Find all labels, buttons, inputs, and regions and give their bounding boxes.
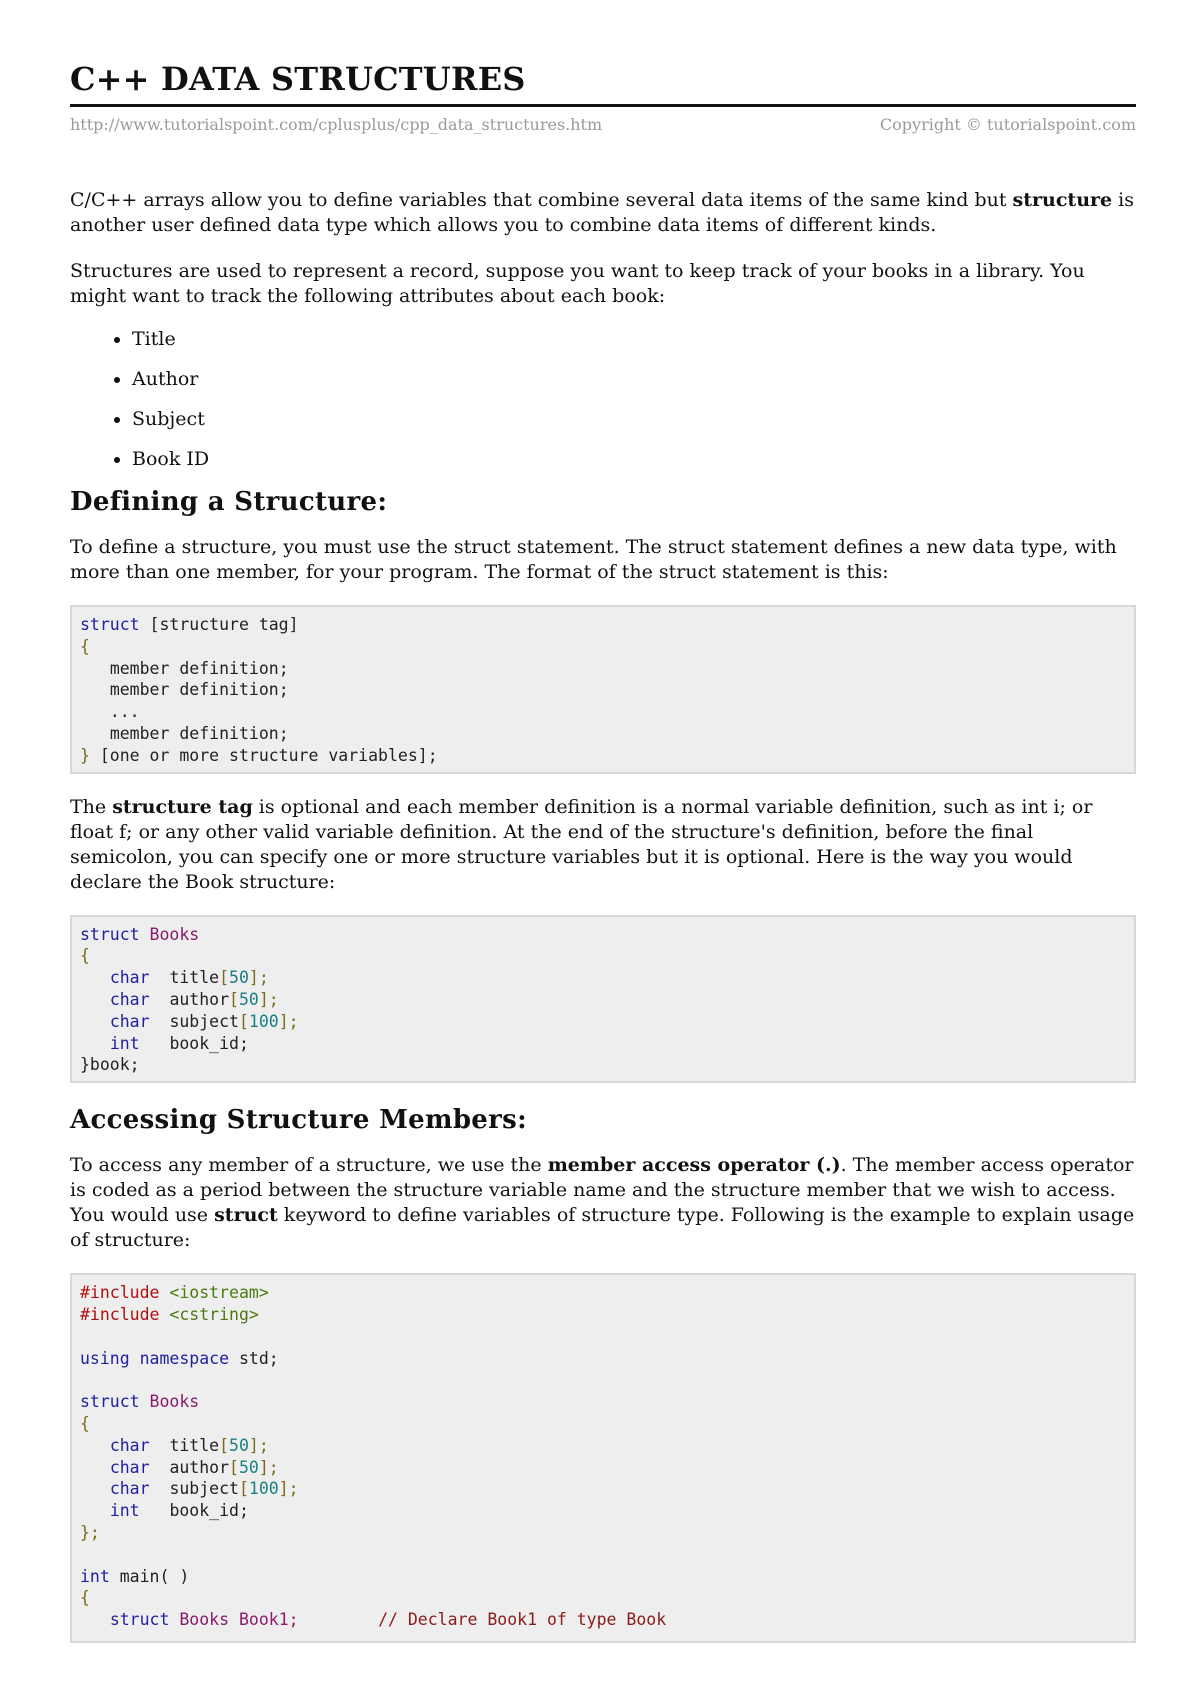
section-heading-defining: Defining a Structure: <box>70 487 388 517</box>
list-item: • Book ID <box>132 447 1136 472</box>
structure-tag-paragraph: The structure tag is optional and each member definition is a normal variable definition, such as int i; or float f; or any other valid variable definition. At the end of the structure's definition, before the final semicolon, you can specify one or more structure variables but it is optional. Here is the way you would declare the Book structure: <box>70 795 1093 893</box>
document-page <box>70 60 1136 1643</box>
accessing-paragraph: To access any member of a structure, we use the member access operator (.). The member access operator is coded as a period between the structure variable name and the structure member that we wish to access. You would use struct keyword to define variables of structure type. Following is the example to explain usage of structure: <box>70 1154 1135 1252</box>
source-url[interactable]: http://www.tutorialspoint.com/cplusplus/cpp_data_structures.htm <box>70 115 603 134</box>
page-meta <box>70 115 1136 134</box>
defining-paragraph: To define a structure, you must use the struct statement. The struct statement defines a new data type, with more than one member, for your program. The format of the struct statement is this: <box>70 536 1117 583</box>
list-item: • Title <box>132 327 1136 352</box>
code-block-books-struct: struct Books { char title[50]; char author[50]; char subject[100]; int book_id; }book; <box>70 915 1136 1084</box>
page-title: C++ DATA STRUCTURES <box>70 60 1136 107</box>
intro-paragraph-1: C/C++ arrays allow you to define variables that combine several data items of the same kind but structure is another user defined data type which allows you to combine data items of different kinds. <box>70 189 1134 236</box>
code-block-struct-format: struct [structure tag] { member definition; member definition; ... member definition; } [one or more structure variables]; <box>70 605 1136 774</box>
copyright-notice: Copyright © tutorialspoint.com <box>879 115 1136 134</box>
list-item: • Author <box>132 367 1136 392</box>
attribute-list <box>70 327 1136 472</box>
intro-paragraph-2: Structures are used to represent a record, suppose you want to keep track of your books in a library. You might want to track the following attributes about each book: <box>70 260 1085 307</box>
section-heading-accessing: Accessing Structure Members: <box>70 1105 527 1136</box>
code-block-example: #include <iostream> #include <cstring> using namespace std; struct Books { char title[50]; char author[50]; char subject[100]; int book_id; }; int main( ) { struct Books Book1; // Declare Book1 of type Book <box>70 1273 1136 1643</box>
list-item: • Subject <box>132 407 1136 432</box>
